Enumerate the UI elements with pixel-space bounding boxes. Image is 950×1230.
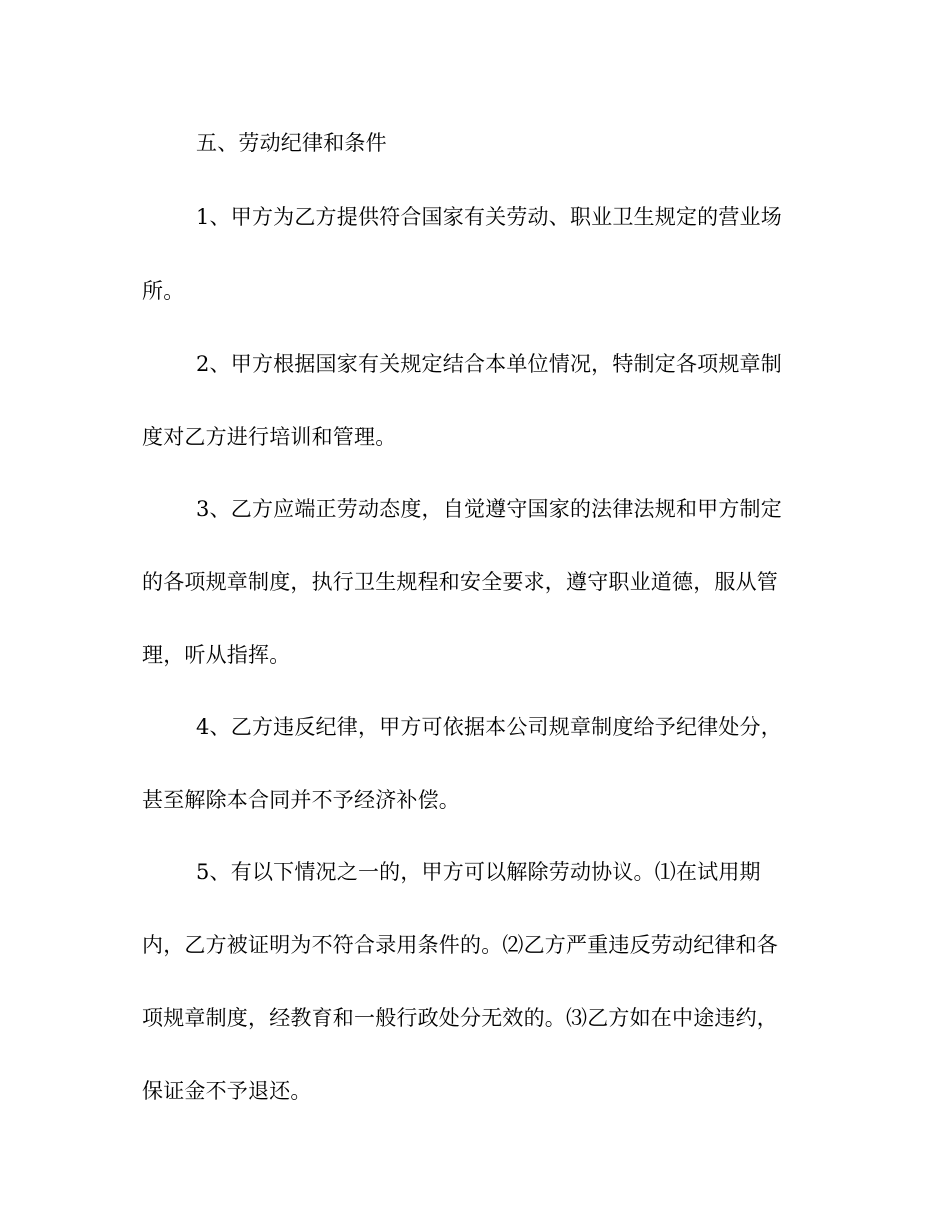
clause-2-line-1: 2、甲方根据国家有关规定结合本单位情况，特制定各项规章制: [196, 352, 782, 376]
clause-5-line-4: 保证金不予退还。: [142, 1079, 312, 1103]
clause-1-line-2: 所。: [142, 279, 185, 303]
clause-3-line-3: 理，听从指挥。: [142, 643, 291, 667]
clause-2-line-2: 度对乙方进行培训和管理。: [142, 425, 397, 449]
clause-3-line-2: 的各项规章制度，执行卫生规程和安全要求，遵守职业道德，服从管: [142, 570, 778, 594]
clause-1-line-1: 1、甲方为乙方提供符合国家有关劳动、职业卫生规定的营业场: [196, 205, 782, 229]
clause-5-line-2: 内，乙方被证明为不符合录用条件的。⑵乙方严重违反劳动纪律和各: [142, 933, 778, 957]
section-heading: 五、劳动纪律和条件: [196, 131, 387, 155]
clause-4-line-1: 4、乙方违反纪律，甲方可依据本公司规章制度给予纪律处分，: [196, 715, 782, 739]
clause-3-line-1: 3、乙方应端正劳动态度，自觉遵守国家的法律法规和甲方制定: [196, 497, 782, 521]
clause-5-line-3: 项规章制度，经教育和一般行政处分无效的。⑶乙方如在中途违约，: [142, 1006, 778, 1030]
clause-4-line-2: 甚至解除本合同并不予经济补偿。: [142, 788, 460, 812]
clause-5-line-1: 5、有以下情况之一的，甲方可以解除劳动协议。⑴在试用期: [196, 860, 761, 884]
